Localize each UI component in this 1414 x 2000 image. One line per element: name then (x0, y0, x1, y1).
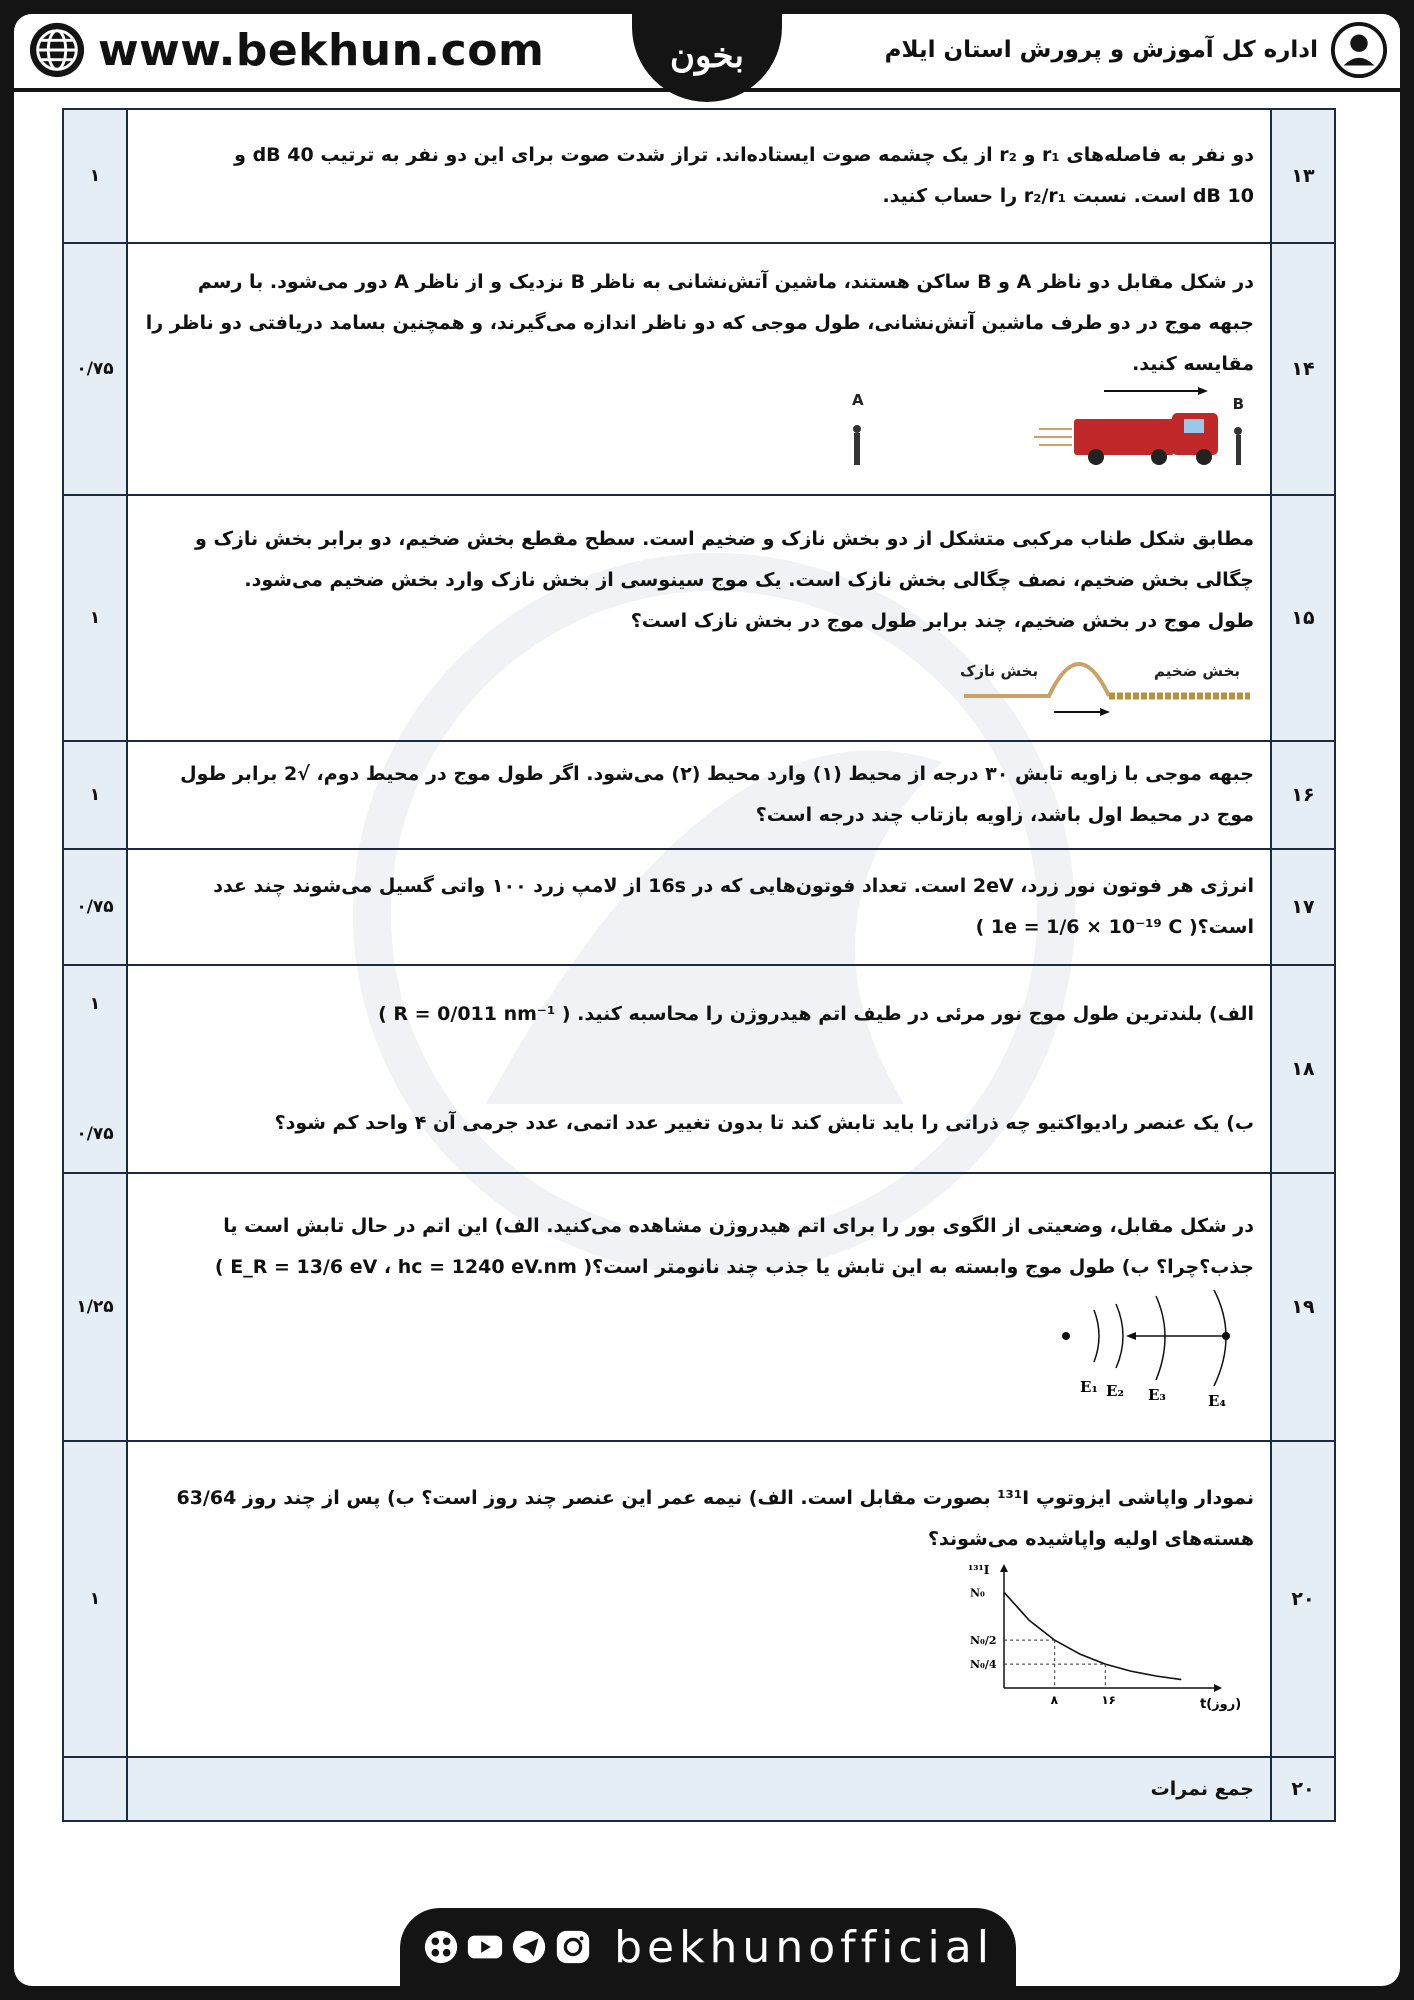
nucleus (1062, 1332, 1070, 1340)
question-text (127, 109, 1271, 243)
observer-b (1236, 435, 1241, 465)
rope-wave-figure (954, 642, 1254, 718)
total-score: ۲۰ (1271, 1757, 1335, 1821)
question-line: مقایسه کنید. (1132, 352, 1254, 375)
level-e1-label: E₁ (1080, 1378, 1099, 1396)
youtube-icon[interactable] (466, 1928, 504, 1966)
part-score: ۱ (89, 994, 101, 1014)
aparat-icon[interactable] (422, 1928, 460, 1966)
question-number: ۱۴ (1271, 243, 1335, 495)
question-score: ۱/۲۵ (63, 1173, 127, 1441)
fire-truck (1034, 413, 1218, 465)
question-line: جذب؟چرا؟ ب) طول موج وابسته به این تابش یا جذب چند نانومتر است؟( E_R = 13/6 eV ، hc = 1240 eV.nm ) (214, 1256, 1254, 1278)
question-line: 10 dB است. نسبت r₂/r₁ را حساب کنید. (882, 185, 1254, 207)
user-icon (1330, 21, 1388, 79)
orbit-1 (1094, 1310, 1099, 1362)
thin-part-label: بخش نازک (960, 661, 1039, 680)
question-line: جبهه موجی با زاویه تابش ۳۰ درجه از محیط (۱) وارد محیط (۲) می‌شود. اگر طول موج در محیط دوم، √2 برابر طول (180, 763, 1254, 785)
total-label: جمع نمرات (127, 1757, 1271, 1821)
x-axis-arrow (1214, 1684, 1222, 1692)
org-block (885, 20, 1388, 80)
total-row (63, 1757, 1335, 1821)
question-text (127, 849, 1271, 965)
website-link[interactable] (28, 20, 544, 80)
observer-a-label: A (852, 390, 864, 409)
observer-a (854, 433, 860, 465)
level-e4-label: E₄ (1208, 1392, 1227, 1408)
question-text (127, 965, 1271, 1173)
telegram-icon[interactable] (510, 1928, 548, 1966)
part-score: ۰/۷۵ (76, 1124, 114, 1144)
fire-truck-figure (834, 385, 1254, 477)
question-line: مطابق شکل طناب مرکبی متشکل از دو بخش نازک و ضخیم است. سطح مقطع بخش ضخیم، دو برابر بخش نازک و (195, 527, 1254, 550)
logo-text: بخون (670, 36, 744, 76)
question-row (63, 849, 1335, 965)
question-line: جبهه موج در دو طرف ماشین آتش‌نشانی، طول موجی که دو ناظر اندازه می‌گیرند، و همچنین بسامد دریافتی دو ناظر را (145, 311, 1254, 334)
question-row (63, 243, 1335, 495)
level-e3-label: E₃ (1148, 1386, 1167, 1404)
question-number: ۱۹ (1271, 1173, 1335, 1441)
question-score: ۱ (63, 741, 127, 849)
question-line: در شکل مقابل دو ناظر A و B ساکن هستند، ماشین آتش‌نشانی به ناظر B نزدیک و از ناظر A دور می‌شود. با رسم (197, 270, 1254, 293)
brand-logo (632, 14, 782, 102)
question-line: دو نفر به فاصله‌های r₁ و r₂ از یک چشمه صوت ایستاده‌اند. تراز شدت صوت برای این دو نفر به ترتیب 40 dB و (234, 144, 1254, 166)
question-number: ۱۸ (1271, 965, 1335, 1173)
orbit-3 (1156, 1296, 1165, 1380)
orbit-2 (1116, 1304, 1123, 1368)
y-tick-label: N₀ (970, 1586, 985, 1600)
y-tick-label: N₀/2 (970, 1634, 997, 1648)
question-number: ۱۳ (1271, 109, 1335, 243)
question-row (63, 495, 1335, 741)
question-line: هسته‌های اولیه واپاشیده می‌شوند؟ (927, 1528, 1254, 1550)
exam-page (14, 14, 1400, 1986)
questions-table (62, 108, 1336, 1822)
question-text (127, 243, 1271, 495)
question-text (127, 1441, 1271, 1757)
question-part: ب) یک عنصر رادیواکتیو چه ذراتی را باید تابش کند تا بدون تغییر عدد اتمی، عدد جرمی آن ۴ واحد کم شود؟ (274, 1112, 1254, 1134)
decay-chart (964, 1560, 1254, 1720)
question-line: نمودار واپاشی ایزوتوپ ¹³¹I بصورت مقابل است. الف) نیمه عمر این عنصر چند روز است؟ ب) پس از چند روز 63/64 (176, 1487, 1254, 1509)
question-text (127, 495, 1271, 741)
footer-bar (400, 1908, 1016, 1986)
question-number: ۱۶ (1271, 741, 1335, 849)
page-header (14, 14, 1400, 92)
x-tick-label: ۸ (1050, 1693, 1058, 1707)
question-score: ۱ (63, 109, 127, 243)
question-row (63, 1173, 1335, 1441)
decay-curve (1004, 1592, 1181, 1679)
question-number: ۲۰ (1271, 1441, 1335, 1757)
question-row (63, 741, 1335, 849)
question-row (63, 109, 1335, 243)
social-handle[interactable]: bekhunofficial (614, 1921, 994, 1973)
x-tick-label: ۱۶ (1101, 1693, 1116, 1707)
question-line: طول موج در بخش ضخیم، چند برابر طول موج در بخش نازک است؟ (630, 609, 1254, 632)
instagram-icon[interactable] (554, 1928, 592, 1966)
question-line: موج در محیط اول باشد، زاویه بازتاب چند درجه است؟ (755, 804, 1254, 826)
question-line: در شکل مقابل، وضعیتی از الگوی بور را برای اتم هیدروژن مشاهده می‌کنید. الف) این اتم در حال تابش است یا (223, 1215, 1254, 1237)
observer-b-label: B (1232, 394, 1244, 413)
question-score: ۱ (63, 495, 127, 741)
total-empty-cell (63, 1757, 127, 1821)
website-url: www.bekhun.com (98, 24, 545, 76)
question-line: است؟( 1e = 1/6 × 10⁻¹⁹ C ) (975, 916, 1254, 938)
question-score: ۰/۷۵ (63, 849, 127, 965)
question-text (127, 741, 1271, 849)
thick-part-label: بخش ضخیم (1154, 661, 1241, 680)
question-score (63, 965, 127, 1173)
electron (1222, 1332, 1230, 1340)
chart-x-label: t(روز) (1200, 1697, 1242, 1712)
question-score: ۰/۷۵ (63, 243, 127, 495)
question-part: الف) بلندترین طول موج نور مرئی در طیف اتم هیدروژن را محاسبه کنید. ( R = 0/011 nm⁻¹ ) (378, 1003, 1254, 1025)
question-score: ۱ (63, 1441, 127, 1757)
org-title: اداره کل آموزش و پرورش استان ایلام (884, 37, 1318, 63)
question-line: انرژی هر فوتون نور زرد، 2eV است. تعداد فوتون‌هایی که در 16s از لامپ زرد ۱۰۰ واتی گسیل می‌شوند چند عدد (213, 875, 1254, 897)
question-number: ۱۵ (1271, 495, 1335, 741)
level-e2-label: E₂ (1106, 1382, 1125, 1400)
question-number: ۱۷ (1271, 849, 1335, 965)
bohr-model-figure (1044, 1288, 1254, 1408)
question-text (127, 1173, 1271, 1441)
question-row (63, 1441, 1335, 1757)
globe-icon (28, 21, 86, 79)
y-tick-label: N₀/4 (970, 1658, 997, 1672)
y-axis-arrow (1000, 1564, 1008, 1572)
question-row (63, 965, 1335, 1173)
question-line: چگالی بخش ضخیم، نصف چگالی بخش نازک است. یک موج سینوسی از بخش نازک وارد بخش ضخیم می‌شود. (244, 568, 1254, 591)
chart-y-label: ¹³¹I (968, 1563, 990, 1577)
